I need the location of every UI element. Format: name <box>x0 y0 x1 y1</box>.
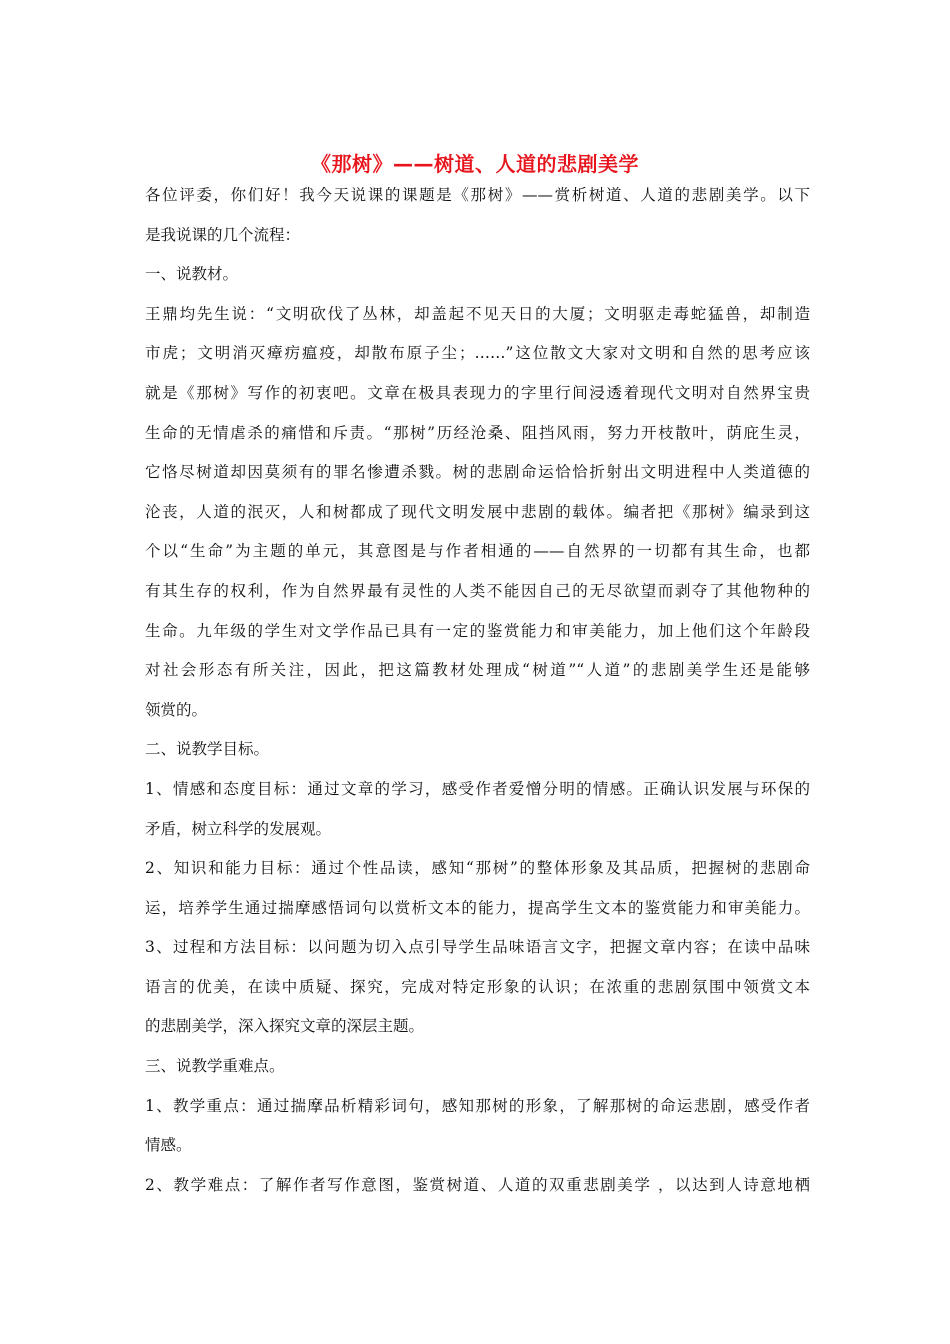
text-line: 是我说课的几个流程： <box>145 225 301 244</box>
text-line: 矛盾，树立科学的发展观。 <box>145 819 332 838</box>
document-body <box>145 176 810 1205</box>
text-line: 生命的无情虐杀的痛惜和斥责。“那树”历经沧桑、阻挡风雨，努力开枝散叶，荫庇生灵， <box>145 423 810 442</box>
text-line: 2、教学难点：了解作者写作意图，鉴赏树道、人道的双重悲剧美学 ，以达到人诗意地栖 <box>145 1175 810 1194</box>
text-line: 各位评委，你们好！我今天说课的课题是《那树》——赏析树道、人道的悲剧美学。以下 <box>145 186 810 204</box>
text-line: 市虎；文明消灭瘴疠瘟疫，却散布原子尘；……”这位散文大家对文明和自然的思考应该 <box>145 344 810 363</box>
text-line: 运，培养学生通过揣摩感悟词句以赏析文本的能力，提高学生文本的鉴赏能力和审美能力。 <box>145 898 810 917</box>
text-line: 就是《那树》写作的初衷吧。文章在极具表现力的字里行间浸透着现代文明对自然界宝贵 <box>145 383 810 402</box>
text-line: 王鼎均先生说：“文明砍伐了丛林，却盖起不见天日的大厦；文明驱走毒蛇猛兽，却制造 <box>145 304 810 323</box>
text-line: 的悲剧美学，深入探究文章的深层主题。 <box>145 1017 425 1036</box>
text-line: 生命。九年级的学生对文学作品已具有一定的鉴赏能力和审美能力，加上他们这个年龄段 <box>145 621 810 640</box>
text-line: 1、情感和态度目标：通过文章的学习，感受作者爱憎分明的情感。正确认识发展与环保的 <box>145 779 810 798</box>
text-line: 对社会形态有所关注，因此，把这篇教材处理成“树道”“人道”的悲剧美学生还是能够 <box>145 661 810 680</box>
document-title: 《那树》——树道、人道的悲剧美学 <box>311 152 639 176</box>
text-line: 2、知识和能力目标：通过个性品读，感知“那树”的整体形象及其品质，把握树的悲剧命 <box>145 859 810 878</box>
text-line: 沦丧，人道的泯灭，人和树都成了现代文明发展中悲剧的载体。编者把《那树》编录到这 <box>145 502 810 521</box>
text-line: 二、说教学目标。 <box>145 740 270 759</box>
text-line: 它恪尽树道却因莫须有的罪名惨遭杀戮。树的悲剧命运恰恰折射出文明进程中人类道德的 <box>145 463 810 482</box>
text-line: 1、教学重点：通过揣摩品析精彩词句，感知那树的形象，了解那树的命运悲剧，感受作者 <box>145 1096 810 1115</box>
text-line: 领赏的。 <box>145 700 208 719</box>
text-line: 语言的优美，在读中质疑、探究，完成对特定形象的认识；在浓重的悲剧氛围中领赏文本 <box>145 977 810 996</box>
text-line: 三、说教学重难点。 <box>145 1057 285 1076</box>
text-line: 3、过程和方法目标：以问题为切入点引导学生品味语言文字，把握文章内容；在读中品味 <box>145 938 810 957</box>
text-line: 一、说教材。 <box>145 265 239 284</box>
text-line: 有其生存的权利，作为自然界最有灵性的人类不能因自己的无尽欲望而剥夺了其他物种的 <box>145 581 810 600</box>
text-line: 情感。 <box>145 1136 192 1155</box>
text-line: 个以“生命”为主题的单元，其意图是与作者相通的——自然界的一切都有其生命，也都 <box>145 542 810 561</box>
